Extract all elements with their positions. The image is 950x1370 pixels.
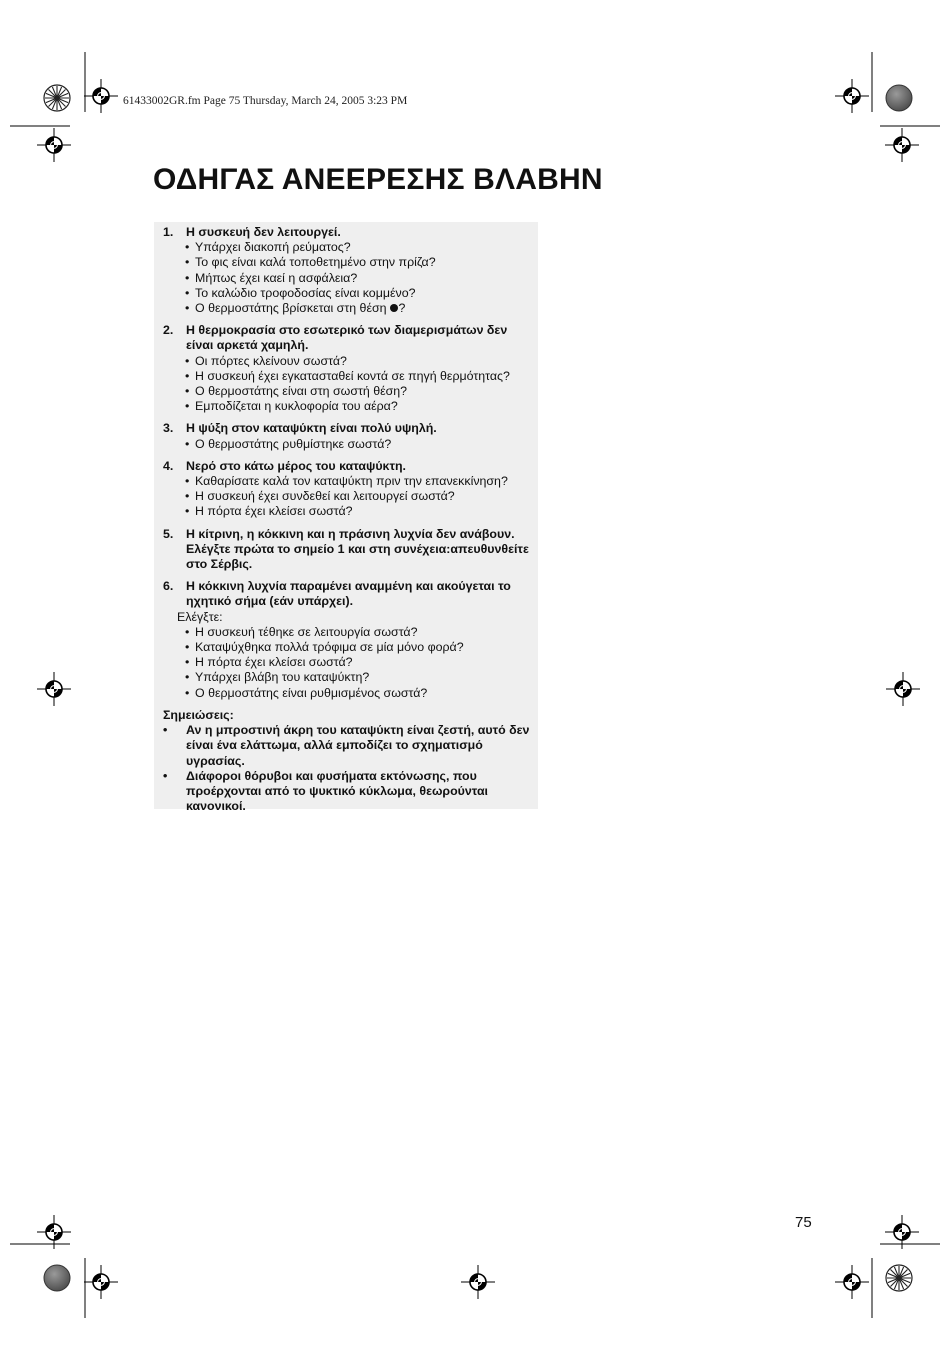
page-number: 75 (795, 1214, 812, 1231)
section-number: 6. (163, 579, 174, 594)
section-4 (163, 459, 530, 520)
thermostat-position-dot-icon (390, 304, 398, 312)
section-heading (163, 527, 530, 573)
print-header: 61433002GR.fm Page 75 Thursday, March 24, 2005 3:23 PM (123, 95, 408, 107)
section-2 (163, 323, 530, 414)
item-text: Ο θερμοστάτης βρίσκεται στη θέση (195, 301, 387, 316)
section-title: Η θερμοκρασία στο εσωτερικό των διαμερισμάτων δεν είναι αρκετά χαμηλή. (186, 323, 508, 353)
section-title: Η κόκκινη λυχνία παραμένει αναμμένη και ακούγεται το ηχητικό σήμα (εάν υπάρχει). (186, 579, 511, 609)
section-5 (163, 527, 530, 573)
section-number: 1. (163, 225, 174, 239)
list-item: • Μήπως έχει καεί η ασφάλεια? (185, 271, 530, 286)
section-heading (163, 459, 530, 474)
list-item: • Καθαρίσατε καλά τον καταψύκτη πριν την επανεκκίνηση? (185, 474, 530, 489)
section-number: 3. (163, 421, 174, 436)
section-1 (163, 225, 530, 316)
list-item: • Οι πόρτες κλείνουν σωστά? (185, 354, 530, 369)
note-item: • Διάφοροι θόρυβοι και φυσήματα εκτόνωσης, που προέρχονται από το ψυκτικό κύκλωμα, θεωρούνται κανονικοί. (163, 769, 530, 815)
list-item: • Ο θερμοστάτης ρυθμίστηκε σωστά? (185, 437, 530, 452)
check-label: Ελέγξτε: (177, 609, 223, 624)
section-title: Η συσκευή δεν λειτουργεί. (186, 225, 341, 239)
list-item: • Η πόρτα έχει κλείσει σωστά? (185, 655, 530, 670)
list-item: • Το καλώδιο τροφοδοσίας είναι κομμένο? (185, 286, 530, 301)
section-3 (163, 421, 530, 451)
list-item: • Η συσκευή έχει εγκατασταθεί κοντά σε πηγή θερμότητας? (185, 369, 530, 384)
section-number: 2. (163, 323, 174, 338)
check-list (163, 474, 530, 520)
section-heading (163, 579, 530, 609)
section-title: Η κίτρινη, η κόκκινη και η πράσινη λυχνία δεν ανάβουν. Ελέγξτε πρώτα το σημείο 1 και στη συνέχεια:απευθυνθείτε στο Σέρβις. (186, 526, 529, 572)
check-list (163, 354, 530, 415)
troubleshooting-panel (154, 222, 538, 814)
notes-title: Σημειώσεις: (163, 707, 234, 722)
section-heading (163, 421, 530, 436)
check-list (163, 437, 530, 452)
note-item: • Αν η μπροστινή άκρη του καταψύκτη είναι ζεστή, αυτό δεν είναι ένα ελάττωμα, αλλά εμποδίζει το σχηματισμό υγρασίας. (163, 723, 530, 769)
check-list (163, 625, 530, 701)
list-item: • Ο θερμοστάτης είναι ρυθμισμένος σωστά? (185, 686, 530, 701)
check-list (163, 240, 530, 316)
section-number: 5. (163, 526, 174, 541)
list-item: • Η πόρτα έχει κλείσει σωστά? (185, 504, 530, 519)
list-item: • Καταψύχθηκα πολλά τρόφιμα σε μία μόνο φορά? (185, 640, 530, 655)
list-item: • Υπάρχει διακοπή ρεύματος? (185, 240, 530, 255)
list-item: • Το φις είναι καλά τοποθετημένο στην πρίζα? (185, 255, 530, 270)
list-item: • Υπάρχει βλάβη του καταψύκτη? (185, 670, 530, 685)
list-item: • Ο θερμοστάτης είναι στη σωστή θέση? (185, 384, 530, 399)
list-item: • Η συσκευή τέθηκε σε λειτουργία σωστά? (185, 625, 530, 640)
section-title: Η ψύξη στον καταψύκτη είναι πολύ υψηλή. (186, 421, 437, 436)
list-item (185, 301, 530, 316)
section-heading (163, 323, 530, 353)
page-title: ΟΔΗΓΑΣ ΑΝΕΕΡΕΣΗΣ ΒΛΑΒΗΝ (153, 163, 603, 196)
section-title: Νερό στο κάτω μέρος του καταψύκτη. (186, 458, 406, 473)
notes-block (163, 708, 530, 814)
list-item: • Η συσκευή έχει συνδεθεί και λειτουργεί σωστά? (185, 489, 530, 504)
section-heading (163, 225, 530, 240)
item-text-end: ? (398, 301, 406, 316)
section-6 (163, 579, 530, 701)
section-number: 4. (163, 458, 174, 473)
list-item: • Εμποδίζεται η κυκλοφορία του αέρα? (185, 399, 530, 414)
notes-list (163, 723, 530, 814)
